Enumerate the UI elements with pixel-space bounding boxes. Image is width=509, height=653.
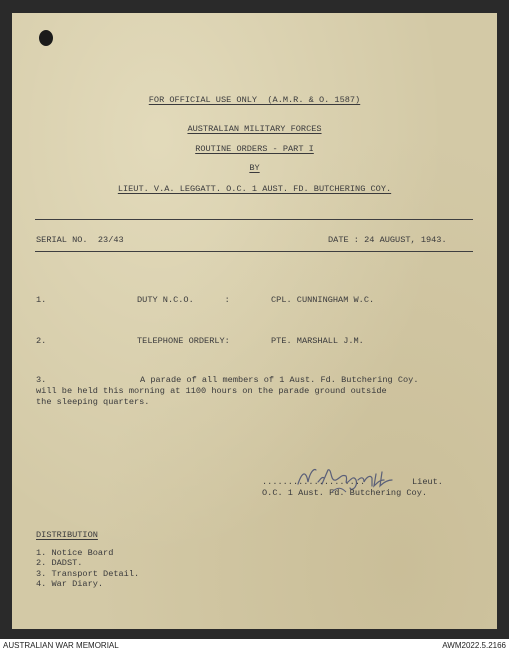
- item-3-line-3: the sleeping quarters.: [36, 397, 150, 407]
- item-3-line-1: A parade of all members of 1 Aust. Fd. Butchering Coy.: [140, 375, 419, 385]
- item-2-label: TELEPHONE ORDERLY:: [137, 336, 230, 346]
- item-3-line-2: will be held this morning at 1100 hours on the parade ground outside: [36, 386, 387, 396]
- by-heading: BY: [249, 163, 260, 173]
- rule-top: [35, 219, 473, 220]
- signature-title: O.C. 1 Aust. Fd. Butchering Coy.: [262, 488, 428, 498]
- item-1-value: CPL. CUNNINGHAM W.C.: [271, 295, 375, 305]
- distribution-heading: DISTRIBUTION: [36, 530, 98, 540]
- force-heading: AUSTRALIAN MILITARY FORCES: [187, 124, 322, 134]
- distribution-item: 4. War Diary.: [36, 579, 104, 589]
- footer-bar: [0, 639, 509, 653]
- distribution-item: 1. Notice Board: [36, 548, 114, 558]
- item-1-number: 1.: [36, 295, 47, 305]
- serial-number: SERIAL NO. 23/43: [36, 235, 124, 245]
- signature-rank: Lieut.: [412, 477, 443, 487]
- signature-dotted-line: ....................: [262, 477, 366, 487]
- item-2-number: 2.: [36, 336, 47, 346]
- official-use-heading: FOR OFFICIAL USE ONLY (A.M.R. & O. 1587): [148, 95, 361, 105]
- punch-hole: [39, 30, 53, 46]
- distribution-item: 3. Transport Detail.: [36, 569, 140, 579]
- rule-bottom: [35, 251, 473, 252]
- item-1-label: DUTY N.C.O. :: [137, 295, 230, 305]
- order-date: DATE : 24 AUGUST, 1943.: [328, 235, 447, 245]
- orders-heading: ROUTINE ORDERS - PART I: [195, 144, 314, 154]
- distribution-item: 2. DADST.: [36, 558, 83, 568]
- officer-heading: LIEUT. V.A. LEGGATT. O.C. 1 AUST. FD. BUTCHERING COY.: [117, 184, 392, 194]
- footer-institution: AUSTRALIAN WAR MEMORIAL: [3, 641, 119, 650]
- item-2-value: PTE. MARSHALL J.M.: [271, 336, 364, 346]
- footer-accession-number: AWM2022.5.2166: [442, 641, 506, 650]
- item-3-number: 3.: [36, 375, 47, 385]
